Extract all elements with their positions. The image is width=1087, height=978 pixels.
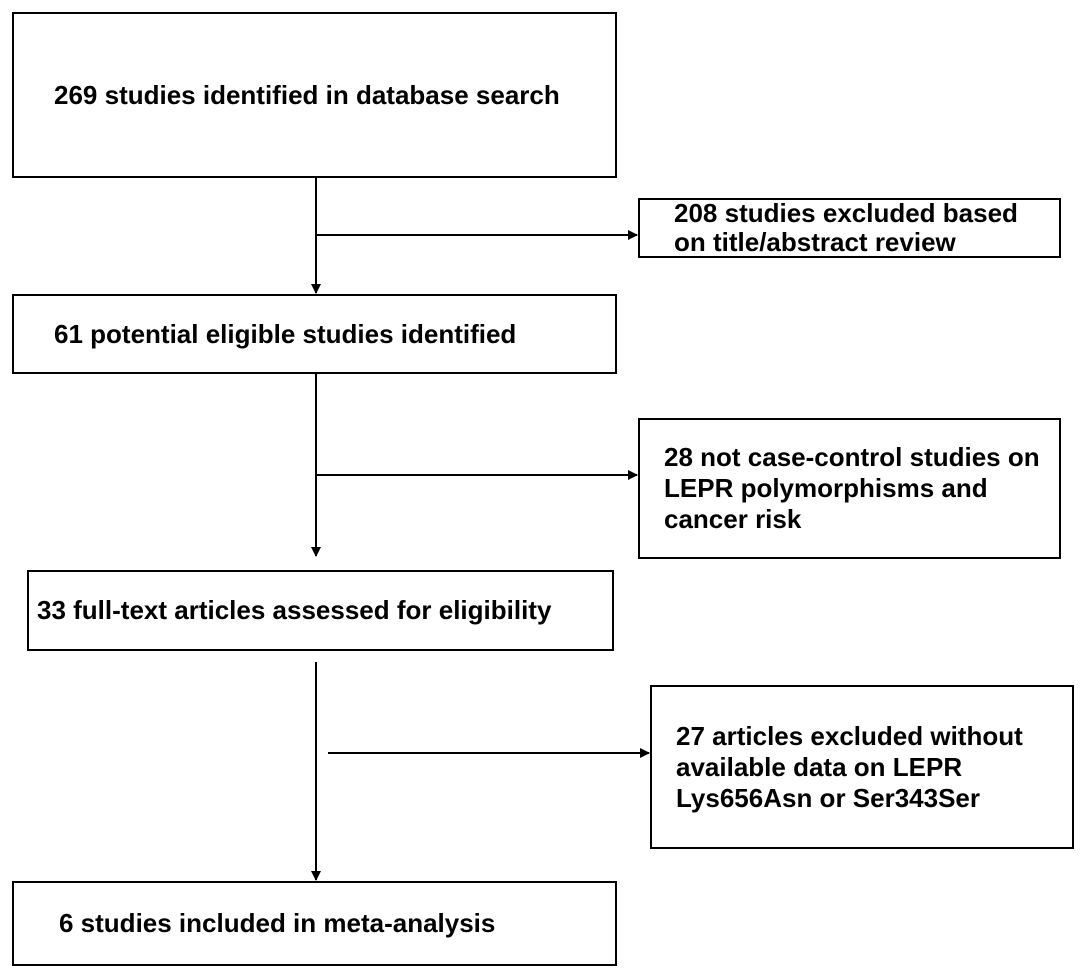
box-eligible-text: 61 potential eligible studies identified bbox=[54, 318, 517, 349]
box-included bbox=[12, 881, 617, 966]
box-not-case-control-text: 28 not case-control studies on LEPR polymorphisms and cancer risk bbox=[664, 442, 1040, 534]
box-excluded-data-text: 27 articles excluded without available data on LEPR Lys656Asn or Ser343Ser bbox=[676, 720, 1023, 813]
box-not-case-control bbox=[638, 418, 1061, 559]
box-fulltext bbox=[27, 570, 614, 651]
box-excluded-title bbox=[638, 198, 1061, 258]
box-included-text: 6 studies included in meta-analysis bbox=[59, 908, 496, 938]
box-excluded-title-text: 208 studies excluded based on title/abstract review bbox=[674, 198, 1018, 257]
box-identified bbox=[12, 12, 617, 178]
box-excluded-data bbox=[650, 685, 1074, 849]
box-identified-text: 269 studies identified in database search bbox=[54, 79, 560, 110]
box-eligible bbox=[12, 294, 617, 374]
box-fulltext-text: 33 full-text articles assessed for eligibility bbox=[37, 595, 552, 625]
